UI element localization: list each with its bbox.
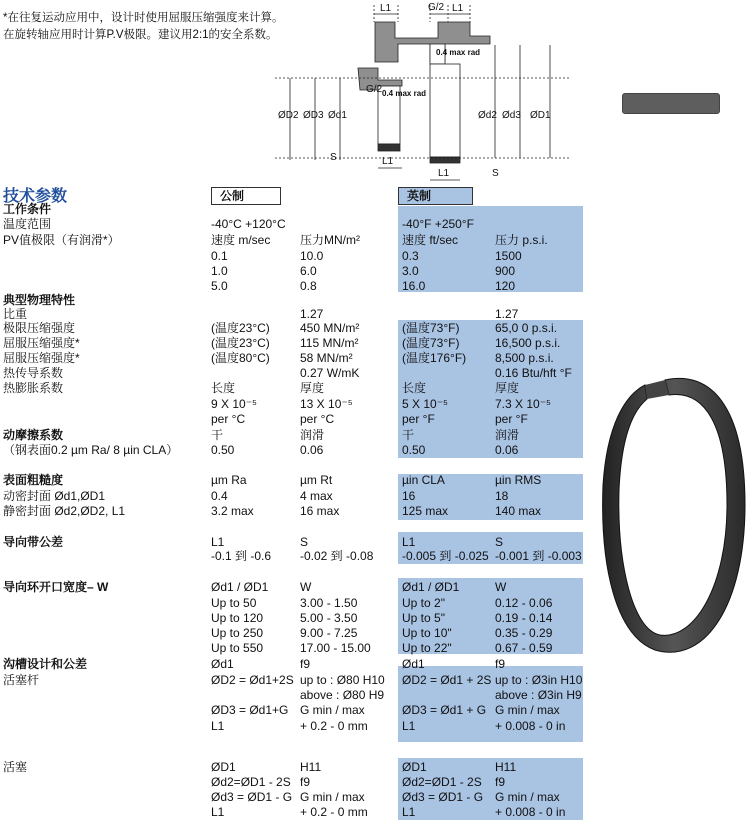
cell-value: ØD2 = Ød1+2S bbox=[211, 673, 294, 687]
cell-value: G min / max bbox=[495, 790, 560, 804]
cell-value: W bbox=[495, 580, 507, 594]
row-label: 温度范围 bbox=[3, 217, 52, 231]
cell-value: G min / max bbox=[495, 703, 560, 717]
cell-value: µm Rt bbox=[300, 473, 333, 487]
table-row bbox=[0, 504, 750, 518]
cell-value: 17.00 - 15.00 bbox=[300, 641, 371, 655]
dim-label: ØD1 bbox=[530, 110, 551, 121]
cell-value: 65,0 0 p.s.i. bbox=[495, 321, 558, 335]
cell-value: S bbox=[495, 535, 504, 549]
cell-value: -0.005 到 -0.025 bbox=[402, 549, 489, 563]
cell-value: per °C bbox=[211, 412, 246, 426]
cell-value: 0.06 bbox=[495, 443, 519, 457]
imperial-column-header: 英制 bbox=[398, 187, 473, 205]
dim-label: Ød3 bbox=[502, 110, 521, 121]
cell-value: ØD1 bbox=[402, 760, 427, 774]
cell-value: 润滑 bbox=[495, 428, 520, 442]
cell-value: 压力MN/m² bbox=[300, 233, 360, 247]
application-note: *在往复运动应用中，设计时使用屈服压缩强度来计算。在旋转轴应用时计算P.V极限。建议用2:1的安全系数。 bbox=[3, 12, 284, 41]
cell-value: G min / max bbox=[300, 703, 365, 717]
table-row bbox=[0, 293, 750, 307]
cell-value: 0.8 bbox=[300, 279, 317, 293]
row-label: 典型物理特性 bbox=[3, 293, 76, 307]
cell-value: (温度23°C) bbox=[211, 321, 270, 335]
cell-value: 5 X 10⁻⁵ bbox=[402, 397, 449, 411]
cell-value: L1 bbox=[402, 805, 416, 819]
cell-value: 4 max bbox=[300, 489, 333, 503]
table-row bbox=[0, 535, 750, 549]
cell-value: 900 bbox=[495, 264, 516, 278]
cell-value: 0.19 - 0.14 bbox=[495, 611, 553, 625]
row-label: 极限压缩强度 bbox=[3, 321, 76, 335]
row-label: 表面粗糙度 bbox=[3, 473, 64, 487]
cell-value: f9 bbox=[300, 775, 311, 789]
cell-value: 速度 m/sec bbox=[211, 233, 271, 247]
cell-value: 0.67 - 0.59 bbox=[495, 641, 553, 655]
table-row bbox=[0, 641, 750, 655]
cell-value: 0.1 bbox=[211, 249, 228, 263]
dim-label: L1 bbox=[382, 156, 394, 167]
cell-value: Up to 550 bbox=[211, 641, 264, 655]
cell-value: 18 bbox=[495, 489, 509, 503]
cell-value: + 0.008 - 0 in bbox=[495, 719, 566, 733]
cell-value: L1 bbox=[211, 805, 225, 819]
cell-value: G min / max bbox=[300, 790, 365, 804]
cell-value: Up to 5" bbox=[402, 611, 445, 625]
cell-value: 16 max bbox=[300, 504, 340, 518]
cell-value: 3.2 max bbox=[211, 504, 254, 518]
row-label: 工作条件 bbox=[3, 202, 52, 216]
table-row bbox=[0, 217, 750, 231]
table-row bbox=[0, 719, 750, 733]
table-row bbox=[0, 397, 750, 411]
cell-value: 10.0 bbox=[300, 249, 324, 263]
dim-label: ØD2 bbox=[278, 110, 299, 121]
cell-value: 6.0 bbox=[300, 264, 317, 278]
cell-value: 干 bbox=[211, 428, 224, 442]
cell-value: µm Ra bbox=[211, 473, 247, 487]
cell-value: Up to 120 bbox=[211, 611, 264, 625]
table-row bbox=[0, 790, 750, 804]
section-title: 技术参数 bbox=[3, 188, 68, 205]
cell-value: 9.00 - 7.25 bbox=[300, 626, 358, 640]
row-label: 导向环开口宽度– W bbox=[3, 580, 109, 594]
cell-value: -40°C +120°C bbox=[211, 217, 286, 231]
cell-value: (温度176°F) bbox=[402, 351, 467, 365]
cell-value: -0.001 到 -0.003 bbox=[495, 549, 582, 563]
table-row bbox=[0, 412, 750, 426]
row-label: 静密封面 Ød2,ØD2, L1 bbox=[3, 504, 126, 518]
cell-value: 0.3 bbox=[402, 249, 419, 263]
cell-value: Ød3 = ØD1 - G bbox=[402, 790, 484, 804]
dim-label: 0.4 max rad bbox=[382, 89, 427, 98]
table-row bbox=[0, 673, 750, 687]
metric-column-header: 公制 bbox=[211, 187, 281, 205]
cell-value: Up to 2" bbox=[402, 596, 445, 610]
table-row bbox=[0, 657, 750, 671]
dim-label: Ød2 bbox=[478, 110, 497, 121]
cell-value: 0.50 bbox=[211, 443, 235, 457]
cell-value: Ød3 = ØD1 - G bbox=[211, 790, 293, 804]
cell-value: 0.27 W/mK bbox=[300, 366, 360, 380]
table-row bbox=[0, 233, 750, 247]
cell-value: Ød1 / ØD1 bbox=[211, 580, 269, 594]
cell-value: -0.02 到 -0.08 bbox=[300, 549, 374, 563]
cell-value: 16.0 bbox=[402, 279, 426, 293]
cell-value: Ød2=ØD1 - 2S bbox=[402, 775, 482, 789]
cell-value: (温度73°F) bbox=[402, 336, 460, 350]
table-row bbox=[0, 321, 750, 335]
table-row bbox=[0, 381, 750, 395]
row-label: 导向带公差 bbox=[3, 535, 64, 549]
row-label: 比重 bbox=[3, 307, 28, 321]
row-label: 动摩擦系数 bbox=[3, 428, 64, 442]
cell-value: Ød1 / ØD1 bbox=[402, 580, 460, 594]
cell-value: 1.27 bbox=[495, 307, 519, 321]
dim-label: L1 bbox=[452, 3, 464, 14]
cell-value: (温度73°F) bbox=[402, 321, 460, 335]
cell-value: ØD2 = Ød1 + 2S bbox=[402, 673, 492, 687]
cell-value: 0.06 bbox=[300, 443, 324, 457]
table-row bbox=[0, 688, 750, 702]
cell-value: 1.27 bbox=[300, 307, 324, 321]
table-row bbox=[0, 428, 750, 442]
cell-value: 0.50 bbox=[402, 443, 426, 457]
table-row bbox=[0, 264, 750, 278]
cell-value: 5.0 bbox=[211, 279, 228, 293]
row-label: 活塞 bbox=[3, 760, 28, 774]
cell-value: 3.0 bbox=[402, 264, 419, 278]
dim-label: G/2 bbox=[366, 84, 383, 95]
table-row bbox=[0, 760, 750, 774]
cell-value: 1500 bbox=[495, 249, 522, 263]
cell-value: ØD1 bbox=[211, 760, 236, 774]
row-label: 热膨胀系数 bbox=[3, 381, 64, 395]
cell-value: 压力 p.s.i. bbox=[495, 233, 548, 247]
cell-value: 厚度 bbox=[495, 381, 520, 395]
row-label: 动密封面 Ød1,ØD1 bbox=[3, 489, 106, 503]
cell-value: Up to 50 bbox=[211, 596, 257, 610]
cell-value: 3.00 - 1.50 bbox=[300, 596, 358, 610]
cell-value: Up to 22" bbox=[402, 641, 452, 655]
table-row bbox=[0, 202, 750, 216]
cell-value: W bbox=[300, 580, 312, 594]
cell-value: 450 MN/m² bbox=[300, 321, 360, 335]
cell-value: 16 bbox=[402, 489, 416, 503]
dim-label: G/2 bbox=[428, 2, 445, 13]
cell-value: + 0.2 - 0 mm bbox=[300, 805, 368, 819]
table-row bbox=[0, 626, 750, 640]
cell-value: + 0.008 - 0 in bbox=[495, 805, 566, 819]
dim-label: ØD3 bbox=[303, 110, 324, 121]
cell-value: 58 MN/m² bbox=[300, 351, 353, 365]
table-row bbox=[0, 473, 750, 487]
table-row bbox=[0, 611, 750, 625]
row-label: 热传导系数 bbox=[3, 366, 64, 380]
table-row bbox=[0, 805, 750, 819]
table-row bbox=[0, 279, 750, 293]
cell-value: above : Ø80 H9 bbox=[300, 688, 385, 702]
table-row bbox=[0, 249, 750, 263]
cell-value: -0.1 到 -0.6 bbox=[211, 549, 272, 563]
cell-value: 速度 ft/sec bbox=[402, 233, 459, 247]
table-row bbox=[0, 775, 750, 789]
cell-value: 1.0 bbox=[211, 264, 228, 278]
cell-value: H11 bbox=[495, 760, 517, 774]
cell-value: -40°F +250°F bbox=[402, 217, 474, 231]
cell-value: Up to 250 bbox=[211, 626, 264, 640]
table-row bbox=[0, 366, 750, 380]
cell-value: L1 bbox=[402, 719, 416, 733]
row-label: 沟槽设计和公差 bbox=[3, 657, 88, 671]
row-label: 活塞杆 bbox=[3, 673, 40, 687]
cell-value: 0.4 bbox=[211, 489, 228, 503]
cell-value: Ød2=ØD1 - 2S bbox=[211, 775, 291, 789]
table-row bbox=[0, 580, 750, 594]
dim-label: L1 bbox=[380, 3, 392, 14]
cell-value: 9 X 10⁻⁵ bbox=[211, 397, 258, 411]
cell-value: 长度 bbox=[402, 381, 427, 395]
cell-value: f9 bbox=[495, 775, 506, 789]
cell-value: 长度 bbox=[211, 381, 236, 395]
product-swatch-bar bbox=[622, 93, 720, 114]
table-row bbox=[0, 336, 750, 350]
cell-value: f9 bbox=[495, 657, 506, 671]
cell-value: up to : Ø80 H10 bbox=[300, 673, 385, 687]
dim-label: L1 bbox=[438, 168, 450, 179]
cell-value: µin CLA bbox=[402, 473, 445, 487]
row-label: 屈服压缩强度* bbox=[3, 351, 80, 365]
cell-value: 125 max bbox=[402, 504, 449, 518]
table-row bbox=[0, 443, 750, 457]
cell-value: 8,500 p.s.i. bbox=[495, 351, 554, 365]
dim-label: S bbox=[330, 152, 337, 163]
cell-value: Ød1 bbox=[211, 657, 234, 671]
table-row bbox=[0, 489, 750, 503]
cell-value: 0.35 - 0.29 bbox=[495, 626, 553, 640]
table-row bbox=[0, 549, 750, 563]
groove-cross-section-diagram bbox=[270, 0, 580, 185]
cell-value: ØD3 = Ød1 + G bbox=[402, 703, 487, 717]
table-row bbox=[0, 596, 750, 610]
cell-value: 16,500 p.s.i. bbox=[495, 336, 561, 350]
cell-value: µin RMS bbox=[495, 473, 542, 487]
cell-value: 120 bbox=[495, 279, 516, 293]
cell-value: H11 bbox=[300, 760, 322, 774]
dim-label: Ød1 bbox=[328, 110, 347, 121]
cell-value: 140 max bbox=[495, 504, 542, 518]
cell-value: ØD3 = Ød1+G bbox=[211, 703, 289, 717]
table-row bbox=[0, 351, 750, 365]
cell-value: L1 bbox=[211, 535, 225, 549]
table-row bbox=[0, 703, 750, 717]
cell-value: L1 bbox=[211, 719, 225, 733]
table-row bbox=[0, 307, 750, 321]
row-label: 屈服压缩强度* bbox=[3, 336, 80, 350]
cell-value: 干 bbox=[402, 428, 415, 442]
cell-value: (温度23°C) bbox=[211, 336, 270, 350]
cell-value: per °F bbox=[402, 412, 435, 426]
cell-value: above : Ø3in H9 bbox=[495, 688, 582, 702]
cell-value: 115 MN/m² bbox=[300, 336, 359, 350]
cell-value: up to : Ø3in H10 bbox=[495, 673, 583, 687]
cell-value: L1 bbox=[402, 535, 416, 549]
dim-label: S bbox=[492, 168, 499, 179]
cell-value: per °C bbox=[300, 412, 335, 426]
cell-value: 厚度 bbox=[300, 381, 325, 395]
cell-value: + 0.2 - 0 mm bbox=[300, 719, 368, 733]
cell-value: Ød1 bbox=[402, 657, 425, 671]
cell-value: S bbox=[300, 535, 309, 549]
cell-value: 13 X 10⁻⁵ bbox=[300, 397, 353, 411]
cell-value: 5.00 - 3.50 bbox=[300, 611, 358, 625]
cell-value: 0.16 Btu/hft °F bbox=[495, 366, 572, 380]
cell-value: per °F bbox=[495, 412, 528, 426]
cell-value: Up to 10" bbox=[402, 626, 452, 640]
dim-label: 0.4 max rad bbox=[436, 48, 481, 57]
cell-value: 0.12 - 0.06 bbox=[495, 596, 553, 610]
cell-value: f9 bbox=[300, 657, 311, 671]
cell-value: 润滑 bbox=[300, 428, 325, 442]
cell-value: 7.3 X 10⁻⁵ bbox=[495, 397, 552, 411]
row-label: PV值极限（有润滑*） bbox=[3, 233, 120, 247]
row-label: （钢表面0.2 µm Ra/ 8 µin CLA） bbox=[3, 443, 179, 457]
cell-value: (温度80°C) bbox=[211, 351, 270, 365]
